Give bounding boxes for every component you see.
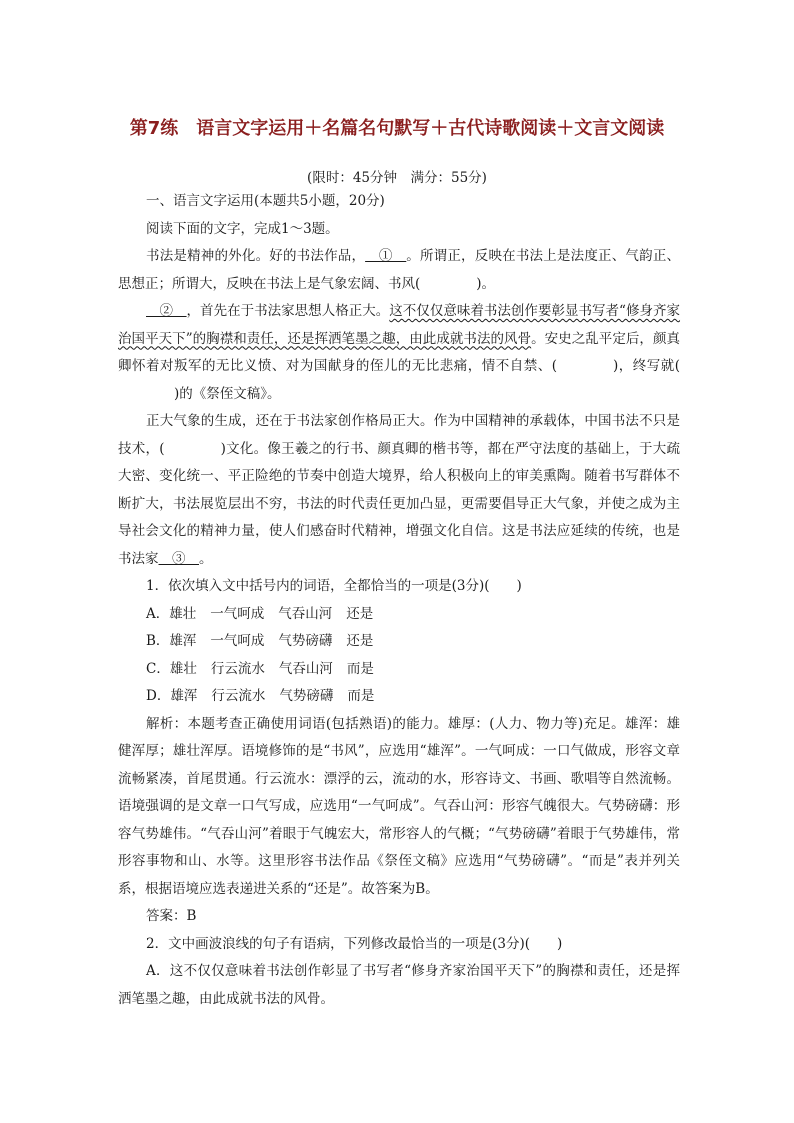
passage-text: 。安史之乱平定后，颜真卿怀着对叛军的无比义愤、对为国献身的侄儿的无比悲痛，情不自禁、( (118, 330, 680, 374)
question-1-answer: 答案：B (146, 908, 197, 924)
passage-text: 。所谓正，反映在书法上是法度正、气韵正、思想正；所谓大，反映在书法上是气象宏阔、书风( (118, 248, 681, 292)
option-d: D．雄浑 行云流水 气势磅礴 而是 (146, 688, 375, 704)
question-1-analysis: 解析：本题考查正确使用词语(包括熟语)的能力。雄厚：(人力、物力等)充足。雄浑：雄健浑厚；雄壮浑厚。语境修饰的是“书风”，应选用“雄浑”。一气呵成：一口气做成，形容文章流畅紧凑，首尾贯通。行云流水：漂浮的云，流动的水，形容诗文、书画、歌唱等自然流畅。语境强调的是文章一口气写成，应选用“一气呵成”。气吞山河：形容气魄很大。气势磅礴：形容气势雄伟。“气吞山河”着眼于气魄宏大，常形容人的气概；“气势磅礴”着眼于气势雄伟，常形容事物和山、水等。这里形容书法作品《祭侄文稿》应选用“气势磅礴”。“而是”表并列关系，根据语境应选表递进关系的“还是”。故答案为B。 (118, 715, 680, 897)
option-c: C．雄壮 行云流水 气吞山河 而是 (146, 660, 374, 677)
passage-paragraph-1 (118, 243, 680, 298)
section-heading: 一、语言文字运用(本题共5小题，20分) (146, 193, 385, 209)
passage-text: ，首先在于书法家思想人格正大。 (186, 303, 390, 319)
passage-text: 终写就( (632, 358, 680, 374)
wavy-underlined-sentence: 这不仅仅意味着书法创作要彰显书写者“修身齐家治国平天下”的胸襟和责任，还是挥洒笔墨之趣，由此成就书法的风骨 (118, 303, 681, 347)
passage-text: )， (612, 358, 633, 374)
passage-paragraph-3 (118, 408, 680, 573)
reading-instruction: 阅读下面的文字，完成1～3题。 (146, 220, 339, 237)
question-2-option-a: A．这不仅仅意味着书法创作彰显了书写者“修身齐家治国平天下”的胸襟和责任，还是挥洒笔墨之趣，由此成就书法的风骨。 (118, 963, 680, 1007)
question-1-stem: 1．依次填入文中括号内的词语，全都恰当的一项是(3分)( ) (146, 578, 522, 594)
passage-paragraph-2 (118, 298, 680, 408)
passage-text: )。 (476, 275, 496, 292)
document-body (118, 188, 680, 1013)
passage-text: 正大气象的生成，还在于书法家创作格局正大。作为中国精神的承载体，中国书法不只是技术，( (118, 413, 680, 457)
passage-text: )的《祭侄文稿》。 (174, 385, 281, 402)
passage-text: 书法是精神的外化。好的书法作品， (146, 248, 366, 264)
option-b: B．雄浑 一气呵成 气势磅礴 还是 (146, 633, 374, 649)
blank-marker-1: ＿①＿ (365, 248, 407, 264)
page-title: 第7练 语言文字运用＋名篇名句默写＋古代诗歌阅读＋文言文阅读 (129, 118, 665, 139)
passage-text: )文化。像王羲之的行书、颜真卿的楷书等，都在严守法度的基础上，于大疏大密、变化统一、平正险绝的节奏中创造大境界，给人积极向上的审美熏陶。随着书写群体不断扩大，书法展览层出不穷，书法的时代责任更加凸显，更需要倡导正大气象，并使之成为主导社会文化的精神力量，使人们感奋时代精神，增强文化自信。这是书法应延续的传统，也是书法家 (118, 440, 680, 567)
option-a: A．雄壮 一气呵成 气吞山河 还是 (146, 605, 374, 622)
time-score-note: (限时：45分钟 满分：55分) (307, 170, 487, 186)
question-2-stem: 2．文中画波浪线的句子有语病，下列修改最恰当的一项是(3分)( ) (146, 935, 563, 952)
question-1-options (118, 601, 680, 711)
blank-marker-3: ＿③＿ (158, 550, 199, 567)
blank-marker-2: ＿②＿ (146, 303, 187, 319)
passage-text: 。 (199, 550, 213, 567)
